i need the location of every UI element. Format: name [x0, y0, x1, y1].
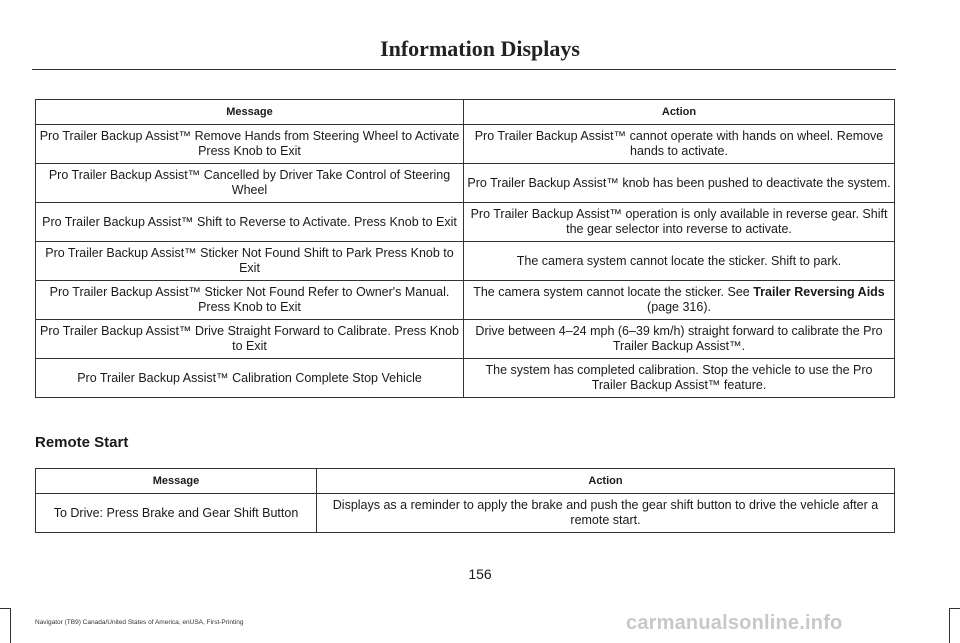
message-cell: Pro Trailer Backup Assist™ Remove Hands from Steering Wheel to Activate Press Knob to Exit	[36, 125, 464, 164]
action-cell: Drive between 4–24 mph (6–39 km/h) straight forward to calibrate the Pro Trailer Backup Assist™.	[464, 320, 895, 359]
message-cell: To Drive: Press Brake and Gear Shift Button	[36, 494, 317, 533]
table-row	[36, 125, 895, 164]
messages-table	[35, 99, 895, 398]
message-cell: Pro Trailer Backup Assist™ Shift to Reverse to Activate. Press Knob to Exit	[36, 203, 464, 242]
crop-mark	[0, 608, 10, 609]
page-number: 156	[468, 566, 492, 582]
table-row	[36, 242, 895, 281]
action-cell: Pro Trailer Backup Assist™ cannot operate with hands on wheel. Remove hands to activate.	[464, 125, 895, 164]
message-cell: Pro Trailer Backup Assist™ Sticker Not Found Shift to Park Press Knob to Exit	[36, 242, 464, 281]
message-cell: Pro Trailer Backup Assist™ Drive Straight Forward to Calibrate. Press Knob to Exit	[36, 320, 464, 359]
action-cell: Displays as a reminder to apply the brake and push the gear shift button to drive the vehicle after a remote start.	[317, 494, 895, 533]
page-reference: (page 316).	[647, 300, 711, 314]
column-header-message: Message	[36, 469, 317, 494]
message-cell: Pro Trailer Backup Assist™ Cancelled by Driver Take Control of Steering Wheel	[36, 164, 464, 203]
action-cell: The system has completed calibration. Stop the vehicle to use the Pro Trailer Backup Assist™ feature.	[464, 359, 895, 398]
column-header-action: Action	[464, 100, 895, 125]
section-heading: Remote Start	[35, 434, 129, 451]
header-divider	[32, 69, 896, 70]
table-header-row	[36, 469, 895, 494]
crop-mark	[10, 608, 11, 643]
table-header-row	[36, 100, 895, 125]
table-row	[36, 494, 895, 533]
table-row	[36, 281, 895, 320]
cross-reference-link[interactable]: Trailer Reversing Aids	[753, 285, 885, 299]
action-cell: The camera system cannot locate the sticker. Shift to park.	[464, 242, 895, 281]
action-cell	[464, 281, 895, 320]
column-header-action: Action	[317, 469, 895, 494]
crop-mark	[949, 608, 950, 643]
table-row	[36, 359, 895, 398]
action-cell: Pro Trailer Backup Assist™ operation is only available in reverse gear. Shift the gear selector into reverse to activate.	[464, 203, 895, 242]
table-row	[36, 203, 895, 242]
column-header-message: Message	[36, 100, 464, 125]
table-row	[36, 164, 895, 203]
action-text: The camera system cannot locate the sticker. See	[473, 285, 754, 299]
message-cell: Pro Trailer Backup Assist™ Sticker Not Found Refer to Owner's Manual. Press Knob to Exit	[36, 281, 464, 320]
footer-text: Navigator (TB9) Canada/United States of America, enUSA, First-Printing	[35, 619, 244, 626]
remote-start-table	[35, 468, 895, 533]
page-header-title: Information Displays	[380, 36, 580, 61]
crop-mark	[950, 608, 960, 609]
table-row	[36, 320, 895, 359]
action-cell: Pro Trailer Backup Assist™ knob has been pushed to deactivate the system.	[464, 164, 895, 203]
watermark: carmanualsonline.info	[626, 612, 843, 634]
message-cell: Pro Trailer Backup Assist™ Calibration Complete Stop Vehicle	[36, 359, 464, 398]
